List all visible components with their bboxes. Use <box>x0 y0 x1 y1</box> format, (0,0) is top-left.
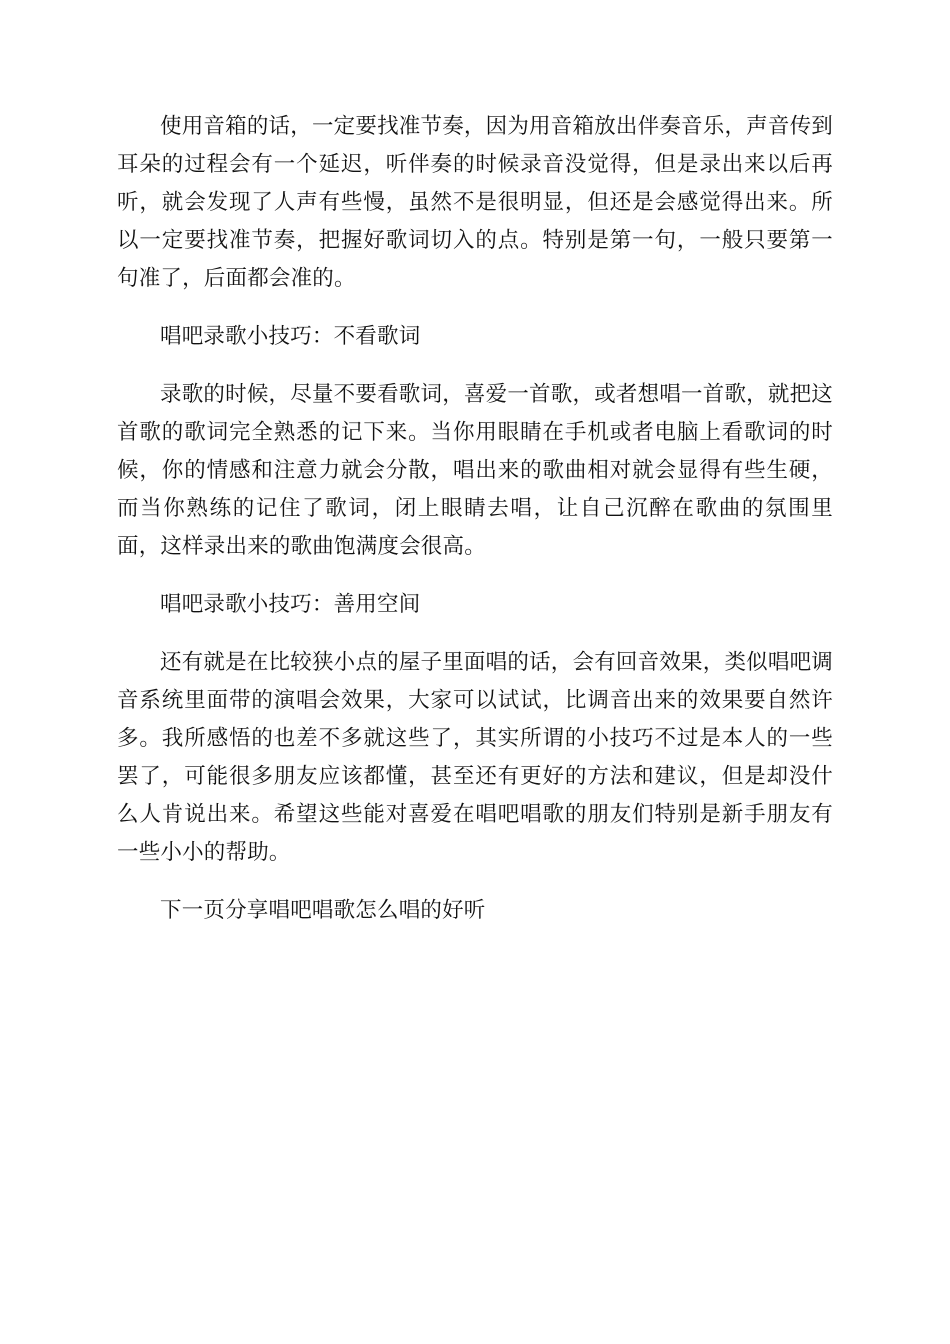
next-page-link-text: 下一页分享唱吧唱歌怎么唱的好听 <box>160 898 486 923</box>
heading-no-lyrics: 唱吧录歌小技巧：不看歌词 <box>160 324 421 349</box>
document-page <box>117 108 833 950</box>
paragraph-speaker-rhythm: 使用音箱的话，一定要找准节奏，因为用音箱放出伴奏音乐，声音传到耳朵的过程会有一个延迟，听伴奏的时候录音没觉得，但是录出来以后再听，就会发现了人声有些慢，虽然不是很明显，但还是会感觉得出来。所以一定要找准节奏，把握好歌词切入的点。特别是第一句，一般只要第一句准了，后面都会准的。 <box>117 114 833 291</box>
paragraph-memorize-lyrics: 录歌的时候，尽量不要看歌词，喜爱一首歌，或者想唱一首歌，就把这首歌的歌词完全熟悉的记下来。当你用眼睛在手机或者电脑上看歌词的时候，你的情感和注意力就会分散，唱出来的歌曲相对就会显得有些生硬，而当你熟练的记住了歌词，闭上眼睛去唱，让自己沉醉在歌曲的氛围里面，这样录出来的歌曲饱满度会很高。 <box>117 382 833 559</box>
paragraph-room-echo: 还有就是在比较狭小点的屋子里面唱的话，会有回音效果，类似唱吧调音系统里面带的演唱会效果，大家可以试试，比调音出来的效果要自然许多。我所感悟的也差不多就这些了，其实所谓的小技巧不过是本人的一些罢了，可能很多朋友应该都懂，甚至还有更好的方法和建议，但是却没什么人肯说出来。希望这些能对喜爱在唱吧唱歌的朋友们特别是新手朋友有一些小小的帮助。 <box>117 650 833 865</box>
heading-use-space: 唱吧录歌小技巧：善用空间 <box>160 592 421 617</box>
